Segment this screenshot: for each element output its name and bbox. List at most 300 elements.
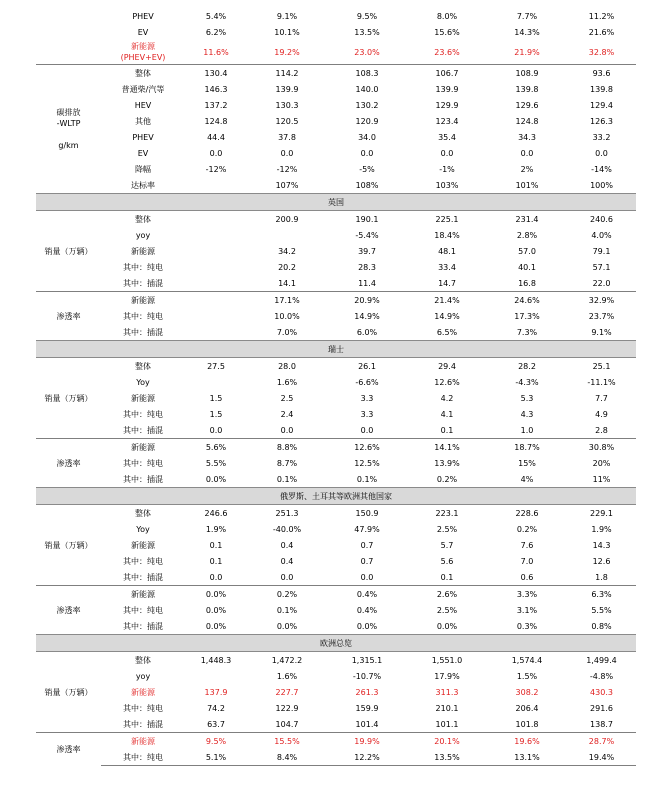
value-cell: 27.5: [185, 358, 247, 375]
value-cell: 138.7: [590, 719, 613, 729]
table-row: [36, 81, 636, 97]
value-cell: 129.9: [435, 100, 459, 110]
value-cell: 0.0: [595, 148, 608, 158]
table-row: [36, 700, 636, 716]
group-label: [36, 8, 101, 65]
value-cell: 8.0%: [436, 11, 458, 21]
table-row: [36, 390, 636, 406]
value-cell: 12.2%: [327, 749, 407, 766]
value-cell: 0.0: [360, 148, 374, 158]
value-cell: 19.9%: [327, 733, 407, 750]
value-cell: 6.5%: [436, 327, 458, 337]
value-cell: 79.1: [592, 246, 611, 256]
table-row: [36, 668, 636, 684]
value-cell: 1,574.4: [487, 652, 567, 669]
value-cell: 9.5%: [185, 733, 247, 750]
value-cell: [247, 227, 327, 243]
value-cell: 0.0: [280, 148, 294, 158]
value-cell: 15%: [518, 458, 536, 468]
row-label: PHEV: [132, 132, 154, 142]
value-cell: 0.0%: [436, 621, 458, 631]
value-cell: 5.5%: [591, 605, 612, 615]
value-cell: 13.5%: [407, 749, 487, 766]
table-row: [36, 211, 636, 228]
value-cell: 9.5%: [356, 11, 378, 21]
value-cell: 7.0: [520, 556, 534, 566]
value-cell: 130.2: [355, 100, 379, 110]
value-cell: 4.3: [520, 409, 534, 419]
row-label: 达标率: [131, 180, 155, 190]
value-cell: 0.2%: [247, 586, 327, 603]
value-cell: 2.5%: [436, 524, 458, 534]
value-cell: 229.1: [567, 505, 636, 522]
value-cell: 140.0: [355, 84, 379, 94]
data-sheet: [36, 8, 636, 766]
value-cell: 9.1%: [276, 11, 298, 21]
value-cell: 0.0%: [185, 586, 247, 603]
row-label: 新能源: [131, 687, 155, 697]
table-row: [36, 652, 636, 669]
value-cell: 108.3: [327, 65, 407, 82]
value-cell: 28.2: [487, 358, 567, 375]
value-cell: 21.6%: [588, 27, 615, 37]
value-cell: 0.0: [209, 148, 223, 158]
value-cell: 0.1%: [276, 605, 298, 615]
value-cell: 227.7: [275, 687, 299, 697]
value-cell: 3.3: [360, 409, 374, 419]
value-cell: 0.0: [209, 572, 223, 582]
value-cell: -12%: [205, 164, 227, 174]
table-row: [36, 553, 636, 569]
group-label: 碳排放 -WLTP g/km: [36, 65, 101, 194]
value-cell: 0.0: [440, 148, 454, 158]
row-label: 其中：插混: [123, 327, 163, 337]
value-cell: 17.9%: [434, 671, 460, 681]
value-cell: 1.6%: [276, 671, 298, 681]
value-cell: 23.0%: [354, 47, 380, 57]
value-cell: -6.6%: [355, 377, 379, 387]
value-cell: [185, 668, 247, 684]
value-cell: 6.3%: [567, 586, 636, 603]
group-label: 渗透率: [36, 292, 101, 341]
value-cell: 5.5%: [205, 458, 227, 468]
value-cell: -12%: [276, 164, 298, 174]
value-cell: 21.4%: [407, 292, 487, 309]
value-cell: [185, 243, 247, 259]
row-label: 其中：插混: [123, 572, 163, 582]
value-cell: 12.6%: [434, 377, 460, 387]
row-label: 其中：纯电: [123, 556, 163, 566]
value-cell: 19.4%: [567, 749, 636, 766]
table-row: [36, 358, 636, 375]
value-cell: 33.4: [438, 262, 456, 272]
value-cell: 2.8: [595, 425, 608, 435]
value-cell: 0.0%: [205, 621, 227, 631]
row-label: 普通柴/汽等: [121, 84, 165, 94]
value-cell: 240.6: [567, 211, 636, 228]
value-cell: 251.3: [247, 505, 327, 522]
group-label: 销量（万辆）: [36, 505, 101, 586]
row-label: Yoy: [136, 377, 150, 387]
value-cell: 246.6: [185, 505, 247, 522]
value-cell: 16.8: [518, 278, 536, 288]
value-cell: 14.1%: [407, 439, 487, 456]
table-row: [36, 177, 636, 194]
value-cell: 0.0%: [205, 474, 227, 484]
table-row: [36, 24, 636, 40]
table-row: [36, 129, 636, 145]
row-label: 其中：纯电: [123, 262, 163, 272]
value-cell: 2%: [520, 164, 534, 174]
section-title: 英国: [36, 194, 636, 211]
row-label: 降幅: [135, 164, 151, 174]
value-cell: 0.0: [520, 148, 534, 158]
value-cell: 0.4: [280, 556, 294, 566]
group-label: 渗透率: [36, 439, 101, 488]
value-cell: 1.0: [520, 425, 534, 435]
value-cell: 8.8%: [247, 439, 327, 456]
value-cell: 139.8: [590, 84, 613, 94]
table-row: [36, 618, 636, 635]
value-cell: 44.4: [207, 132, 225, 142]
value-cell: 107%: [275, 180, 299, 190]
table-row: [36, 602, 636, 618]
value-cell: 63.7: [207, 719, 225, 729]
table-row: [36, 569, 636, 586]
value-cell: 1,499.4: [567, 652, 636, 669]
value-cell: -1%: [439, 164, 455, 174]
value-cell: 11.4: [358, 278, 376, 288]
value-cell: 5.6%: [185, 439, 247, 456]
group-label: 渗透率: [36, 586, 101, 635]
value-cell: 122.9: [275, 703, 299, 713]
value-cell: 150.9: [327, 505, 407, 522]
value-cell: 1.5: [209, 409, 223, 419]
group-label: 销量（万辆）: [36, 211, 101, 292]
value-cell: 0.8%: [591, 621, 612, 631]
value-cell: 3.3: [360, 393, 374, 403]
table-row: [36, 161, 636, 177]
row-label: 其中：纯电: [123, 409, 163, 419]
value-cell: 2.8%: [516, 230, 538, 240]
row-label: 其中：纯电: [123, 703, 163, 713]
value-cell: 6.2%: [205, 27, 227, 37]
value-cell: 108.9: [487, 65, 567, 82]
value-cell: 100%: [590, 180, 613, 190]
value-cell: 11.2%: [588, 11, 615, 21]
value-cell: 0.3%: [516, 621, 538, 631]
value-cell: 14.9%: [354, 311, 380, 321]
value-cell: 30.8%: [567, 439, 636, 456]
value-cell: 1,551.0: [407, 652, 487, 669]
value-cell: 39.7: [358, 246, 376, 256]
table-row: [36, 733, 636, 750]
value-cell: -14%: [591, 164, 612, 174]
value-cell: 0.1%: [276, 474, 298, 484]
table-row: [36, 406, 636, 422]
value-cell: 14.9%: [434, 311, 460, 321]
table-row: [36, 8, 636, 24]
value-cell: 23.6%: [434, 47, 460, 57]
value-cell: 12.6: [592, 556, 611, 566]
section-title: 欧洲总览: [36, 635, 636, 652]
table-row: [36, 259, 636, 275]
row-label: 其他: [135, 116, 151, 126]
row-label: 其中：插混: [123, 621, 163, 631]
value-cell: 129.6: [515, 100, 539, 110]
section-header-row: [36, 635, 636, 652]
value-cell: 101.8: [515, 719, 539, 729]
value-cell: 13.5%: [354, 27, 380, 37]
value-cell: 20%: [592, 458, 611, 468]
value-cell: 430.3: [590, 687, 613, 697]
value-cell: 308.2: [515, 687, 539, 697]
table-row: [36, 324, 636, 341]
row-label: 其中：纯电: [123, 605, 163, 615]
value-cell: 120.5: [275, 116, 299, 126]
row-label: yoy: [135, 671, 151, 681]
value-cell: 1.9%: [591, 524, 612, 534]
table-row: [36, 439, 636, 456]
value-cell: 137.9: [204, 687, 228, 697]
value-cell: [185, 211, 247, 228]
table-row: [36, 97, 636, 113]
value-cell: [185, 324, 247, 341]
value-cell: 11%: [592, 474, 611, 484]
value-cell: 8.7%: [276, 458, 298, 468]
row-label: Yoy: [136, 524, 150, 534]
value-cell: -11.1%: [587, 377, 616, 387]
group-label: 渗透率: [36, 733, 101, 766]
value-cell: 137.2: [204, 100, 228, 110]
value-cell: 0.7: [360, 556, 374, 566]
section-header-row: [36, 488, 636, 505]
table-row: [36, 308, 636, 324]
value-cell: 47.9%: [354, 524, 380, 534]
value-cell: 93.6: [567, 65, 636, 82]
value-cell: 25.1: [567, 358, 636, 375]
row-label: 新能源: [101, 439, 185, 456]
row-label: 其中：纯电: [123, 311, 163, 321]
value-cell: 139.8: [515, 84, 539, 94]
value-cell: 7.7: [595, 393, 608, 403]
value-cell: 5.6: [440, 556, 454, 566]
value-cell: 4%: [520, 474, 534, 484]
value-cell: 12.5%: [354, 458, 380, 468]
table-row: [36, 505, 636, 522]
value-cell: 7.0%: [276, 327, 298, 337]
value-cell: 20.2: [278, 262, 296, 272]
value-cell: 101.4: [355, 719, 379, 729]
value-cell: 14.1: [278, 278, 296, 288]
value-cell: 0.1: [209, 540, 223, 550]
value-cell: 101.1: [435, 719, 459, 729]
table-row: [36, 243, 636, 259]
value-cell: 104.7: [275, 719, 299, 729]
value-cell: 0.2%: [436, 474, 458, 484]
value-cell: 0.1: [209, 556, 223, 566]
market-table: [36, 8, 636, 766]
table-row: [36, 521, 636, 537]
value-cell: 190.1: [327, 211, 407, 228]
value-cell: 103%: [435, 180, 459, 190]
value-cell: 18.7%: [487, 439, 567, 456]
value-cell: 17.3%: [514, 311, 540, 321]
row-label: 新能源: [131, 393, 155, 403]
group-label: 销量（万辆）: [36, 358, 101, 439]
value-cell: 15.5%: [247, 733, 327, 750]
value-cell: 8.4%: [247, 749, 327, 766]
value-cell: 13.9%: [434, 458, 460, 468]
table-row: [36, 113, 636, 129]
row-label: 新能源: [101, 586, 185, 603]
value-cell: [185, 177, 247, 194]
value-cell: 32.8%: [588, 47, 615, 57]
value-cell: 123.4: [435, 116, 459, 126]
row-label: 其中：插混: [123, 278, 163, 288]
value-cell: 0.0%: [276, 621, 298, 631]
value-cell: 130.3: [275, 100, 299, 110]
value-cell: 57.0: [518, 246, 536, 256]
value-cell: 0.0: [209, 425, 223, 435]
row-label: 整体: [101, 211, 185, 228]
value-cell: 5.3: [520, 393, 534, 403]
value-cell: 4.2: [440, 393, 454, 403]
table-row: [36, 684, 636, 700]
value-cell: 4.9: [595, 409, 608, 419]
value-cell: 11.6%: [203, 47, 229, 57]
value-cell: 17.1%: [247, 292, 327, 309]
value-cell: 108%: [355, 180, 379, 190]
value-cell: 2.6%: [407, 586, 487, 603]
value-cell: 1.5: [209, 393, 223, 403]
value-cell: 1.6%: [276, 377, 298, 387]
value-cell: 146.3: [204, 84, 228, 94]
value-cell: 10.0%: [274, 311, 300, 321]
value-cell: 24.6%: [487, 292, 567, 309]
value-cell: -5.4%: [355, 230, 379, 240]
value-cell: 10.1%: [274, 27, 300, 37]
value-cell: 40.1: [518, 262, 536, 272]
value-cell: [185, 227, 247, 243]
value-cell: 74.2: [207, 703, 225, 713]
value-cell: [185, 275, 247, 292]
value-cell: 20.9%: [327, 292, 407, 309]
row-label: 新能源: [131, 246, 155, 256]
table-row: [36, 145, 636, 161]
value-cell: 14.3: [592, 540, 611, 550]
value-cell: 5.7: [440, 540, 454, 550]
value-cell: 19.2%: [274, 47, 300, 57]
section-title: 瑞士: [36, 341, 636, 358]
value-cell: 261.3: [355, 687, 379, 697]
value-cell: 120.9: [355, 116, 379, 126]
value-cell: 22.0: [592, 278, 611, 288]
value-cell: 0.1: [440, 572, 454, 582]
value-cell: 48.1: [438, 246, 456, 256]
value-cell: -4.3%: [515, 377, 539, 387]
value-cell: 15.6%: [434, 27, 460, 37]
row-label: EV: [137, 148, 149, 158]
value-cell: 210.1: [435, 703, 459, 713]
value-cell: 129.4: [590, 100, 613, 110]
value-cell: 6.0%: [356, 327, 378, 337]
section-header-row: [36, 194, 636, 211]
value-cell: 19.6%: [487, 733, 567, 750]
value-cell: 0.0: [280, 572, 294, 582]
value-cell: [185, 259, 247, 275]
value-cell: 2.5%: [436, 605, 458, 615]
value-cell: 0.4%: [356, 605, 378, 615]
table-row: [36, 292, 636, 309]
value-cell: 206.4: [515, 703, 539, 713]
value-cell: -4.8%: [589, 671, 614, 681]
value-cell: 33.2: [592, 132, 611, 142]
value-cell: 106.7: [407, 65, 487, 82]
value-cell: 2.4: [280, 409, 294, 419]
value-cell: 7.6: [520, 540, 534, 550]
value-cell: -5%: [359, 164, 375, 174]
row-label: 其中：插混: [123, 719, 163, 729]
value-cell: 101%: [515, 180, 539, 190]
value-cell: 20.1%: [407, 733, 487, 750]
value-cell: -40.0%: [272, 524, 302, 534]
table-row: [36, 40, 636, 65]
value-cell: 3.1%: [516, 605, 538, 615]
table-row: [36, 716, 636, 733]
section-title: 俄罗斯、土耳其等欧洲其他国家: [36, 488, 636, 505]
value-cell: 130.4: [185, 65, 247, 82]
value-cell: 228.6: [487, 505, 567, 522]
value-cell: 311.3: [435, 687, 459, 697]
value-cell: 1,448.3: [185, 652, 247, 669]
value-cell: [185, 292, 247, 309]
row-label: 其中：纯电: [101, 749, 185, 766]
value-cell: 9.1%: [591, 327, 612, 337]
value-cell: 0.2%: [516, 524, 538, 534]
table-row: [36, 275, 636, 292]
value-cell: 28.3: [358, 262, 376, 272]
value-cell: 291.6: [590, 703, 613, 713]
row-label: yoy: [135, 230, 151, 240]
value-cell: 139.9: [435, 84, 459, 94]
row-label: 新能源: [101, 292, 185, 309]
value-cell: 126.3: [590, 116, 613, 126]
value-cell: 0.1%: [356, 474, 378, 484]
row-label: 新能源: [101, 733, 185, 750]
table-row: [36, 374, 636, 390]
row-label: 整体: [101, 65, 185, 82]
value-cell: 34.2: [278, 246, 296, 256]
value-cell: 18.4%: [434, 230, 460, 240]
row-label: 其中：插混: [123, 474, 163, 484]
table-row: [36, 227, 636, 243]
value-cell: 34.3: [518, 132, 536, 142]
value-cell: 0.0: [360, 425, 374, 435]
value-cell: 225.1: [407, 211, 487, 228]
row-label: 整体: [101, 505, 185, 522]
row-label: 其中：插混: [123, 425, 163, 435]
table-row: [36, 65, 636, 82]
table-row: [36, 471, 636, 488]
value-cell: 1.9%: [205, 524, 227, 534]
row-label: EV: [137, 27, 149, 37]
row-label: 其中：纯电: [123, 458, 163, 468]
table-row: [36, 455, 636, 471]
value-cell: 26.1: [327, 358, 407, 375]
row-label: 新能源: [131, 540, 155, 550]
group-label: 销量（万辆）: [36, 652, 101, 733]
